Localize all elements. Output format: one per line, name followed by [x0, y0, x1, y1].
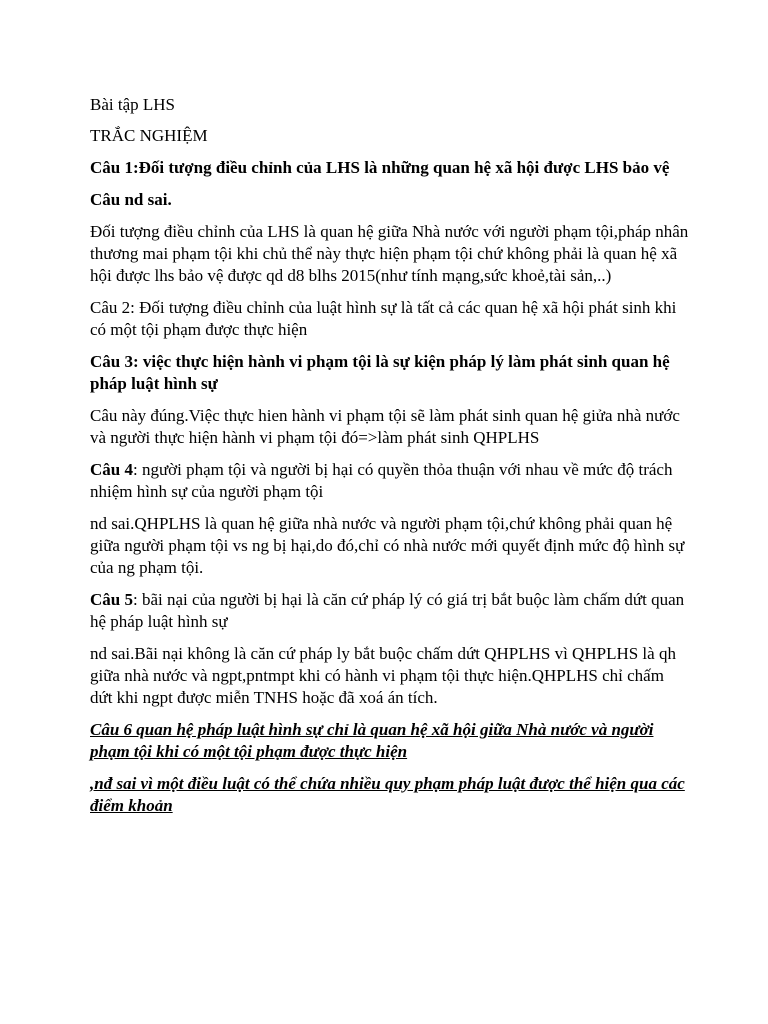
question-4-label: Câu 4 [90, 460, 133, 479]
answer-6: ,nđ sai vì một điều luật có thể chứa nhiều quy phạm pháp luật được thể hiện qua các điểm khoản [90, 774, 685, 815]
answer-5: nd sai.Bãi nại không là căn cứ pháp ly bắt buộc chấm dứt QHPLHS vì QHPLHS là qh giữa nhà nước và ngpt,pntmpt khi có hành vi phạm tội thực hiện.QHPLHS chỉ chấm dứt khi ngpt được miễn TNHS hoặc đã xoá án tích. [90, 644, 676, 707]
question-6: Câu 6 quan hệ pháp luật hình sự chỉ là quan hệ xã hội giữa Nhà nước và người phạm tội khi có một tội phạm được thực hiện [90, 720, 654, 761]
question-2: Câu 2: Đối tượng điều chỉnh của luật hình sự là tất cả các quan hệ xã hội phát sinh khi có một tội phạm được thực hiện [90, 298, 677, 339]
document-body [90, 94, 690, 827]
answer-1: Đối tượng điều chỉnh của LHS là quan hệ giữa Nhà nước với người phạm tội,pháp nhân thương mai phạm tội khi chủ thể này thực hiện phạm tội chứ không phải là quan hệ xã hội được lhs bảo vệ được qd d8 blhs 2015(như tính mạng,sức khoẻ,tài sản,..) [90, 222, 689, 285]
answer-4: nd sai.QHPLHS là quan hệ giữa nhà nước và người phạm tội,chứ không phải quan hệ giữa người phạm tội vs ng bị hại,do đó,chỉ có nhà nước mới quyết định mức độ hình sự của ng phạm tội. [90, 514, 685, 577]
answer-1-verdict: Câu nd sai. [90, 190, 172, 209]
question-1: Câu 1:Đối tượng điều chỉnh của LHS là những quan hệ xã hội được LHS bảo vệ [90, 158, 670, 177]
section-heading: TRẮC NGHIỆM [90, 126, 208, 145]
question-5-text: : bãi nại của người bị hại là căn cứ pháp lý có giá trị bắt buộc làm chấm dứt quan hệ pháp luật hình sự [90, 590, 685, 631]
question-4-text: : người phạm tội và người bị hại có quyền thỏa thuận với nhau về mức độ trách nhiệm hình sự của người phạm tội [90, 460, 673, 501]
question-5-label: Câu 5 [90, 590, 133, 609]
doc-title: Bài tập LHS [90, 95, 175, 114]
question-4 [90, 459, 690, 503]
question-5 [90, 589, 690, 633]
answer-3: Câu này đúng.Việc thực hien hành vi phạm tội sẽ làm phát sinh quan hệ giửa nhà nước và người thực hiện hành vi phạm tội đó=>làm phát sinh QHPLHS [90, 406, 680, 447]
question-3: Câu 3: việc thực hiện hành vi phạm tội là sự kiện pháp lý làm phát sinh quan hệ pháp luật hình sự [90, 352, 670, 393]
